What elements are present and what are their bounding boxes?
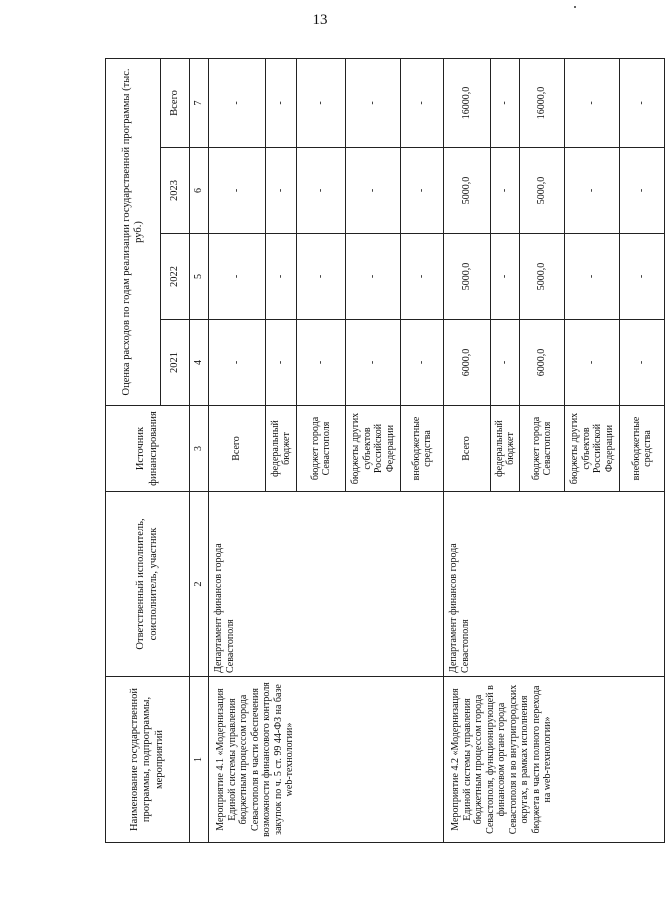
value-cell: 16000,0 <box>444 58 491 147</box>
index-cell: 4 <box>190 320 209 406</box>
value-cell: 6000,0 <box>444 320 491 406</box>
value-cell: - <box>209 234 266 320</box>
index-cell: 7 <box>190 58 209 147</box>
source-cell: бюджеты других субъектов Российской Федерации <box>565 406 620 492</box>
table-row <box>209 58 266 842</box>
value-cell: - <box>491 234 520 320</box>
value-cell: - <box>565 58 620 147</box>
value-cell: - <box>620 320 665 406</box>
index-cell: 1 <box>190 677 209 843</box>
measure-executor-4-1: Департамент финансов города Севастополя <box>209 492 444 677</box>
index-cell: 2 <box>190 492 209 677</box>
source-cell: бюджет города Севастополя <box>297 406 346 492</box>
value-cell: - <box>266 148 297 234</box>
value-cell: - <box>346 148 401 234</box>
value-cell: - <box>346 58 401 147</box>
value-cell: - <box>209 148 266 234</box>
value-cell: 6000,0 <box>520 320 565 406</box>
source-cell: бюджеты других субъектов Российской Федерации <box>346 406 401 492</box>
measure-name-4-2: Мероприятие 4.2 «Модернизация Единой системы управления бюджетным процессом города Севастополя, функционирующей в финансовом органе города Севастополя и во внутригородских округах, в рамках исполнения бюджета в части полного перехода на web-технологии» <box>444 677 665 843</box>
value-cell: - <box>401 148 444 234</box>
source-cell: бюджет города Севастополя <box>520 406 565 492</box>
source-cell: Всего <box>444 406 491 492</box>
page-number: 13 <box>312 12 328 28</box>
value-cell: - <box>401 58 444 147</box>
value-cell: - <box>346 234 401 320</box>
value-cell: - <box>209 58 266 147</box>
value-cell: - <box>297 58 346 147</box>
source-cell: внебюджетные средства <box>620 406 665 492</box>
header-source: Источник финансирования <box>106 406 190 492</box>
measure-name-4-1: Мероприятие 4.1 «Модернизация Единой системы управления бюджетным процессом города Севастополя в части обеспечения возможности финансового контроля закупок по ч. 5 ст. 99 44-ФЗ на базе web-технологии» <box>209 677 444 843</box>
source-cell: внебюджетные средства <box>401 406 444 492</box>
header-executor: Ответственный исполнитель, соисполнитель, участник <box>106 492 190 677</box>
header-years-group: Оценка расходов по годам реализации государственной программы (тыс. руб.) <box>106 58 161 405</box>
index-cell: 5 <box>190 234 209 320</box>
value-cell: - <box>297 320 346 406</box>
value-cell: - <box>565 320 620 406</box>
rotated-table-wrapper <box>105 59 653 843</box>
value-cell: - <box>266 320 297 406</box>
value-cell: - <box>346 320 401 406</box>
scan-speck <box>574 6 576 8</box>
value-cell: 5000,0 <box>520 234 565 320</box>
value-cell: 16000,0 <box>520 58 565 147</box>
index-cell: 6 <box>190 148 209 234</box>
value-cell: - <box>209 320 266 406</box>
measure-executor-4-2: Департамент финансов города Севастополя <box>444 492 665 677</box>
value-cell: 5000,0 <box>444 234 491 320</box>
header-row <box>106 58 161 842</box>
header-2023: 2023 <box>161 148 190 234</box>
value-cell: - <box>491 148 520 234</box>
source-cell: Всего <box>209 406 266 492</box>
value-cell: - <box>401 234 444 320</box>
value-cell: - <box>565 234 620 320</box>
value-cell: - <box>620 58 665 147</box>
index-row <box>190 58 209 842</box>
value-cell: - <box>620 148 665 234</box>
index-cell: 3 <box>190 406 209 492</box>
header-name: Наименование государственной программы, подпрограммы, мероприятий <box>106 677 190 843</box>
source-cell: федеральный бюджет <box>491 406 520 492</box>
value-cell: 5000,0 <box>444 148 491 234</box>
value-cell: - <box>565 148 620 234</box>
header-total: Всего <box>161 58 190 147</box>
value-cell: - <box>297 234 346 320</box>
financing-table <box>105 58 665 843</box>
value-cell: 5000,0 <box>520 148 565 234</box>
value-cell: - <box>491 320 520 406</box>
value-cell: - <box>266 234 297 320</box>
table-row <box>444 58 491 842</box>
value-cell: - <box>401 320 444 406</box>
value-cell: - <box>620 234 665 320</box>
value-cell: - <box>491 58 520 147</box>
source-cell: федеральный бюджет <box>266 406 297 492</box>
header-2021: 2021 <box>161 320 190 406</box>
header-2022: 2022 <box>161 234 190 320</box>
value-cell: - <box>297 148 346 234</box>
value-cell: - <box>266 58 297 147</box>
